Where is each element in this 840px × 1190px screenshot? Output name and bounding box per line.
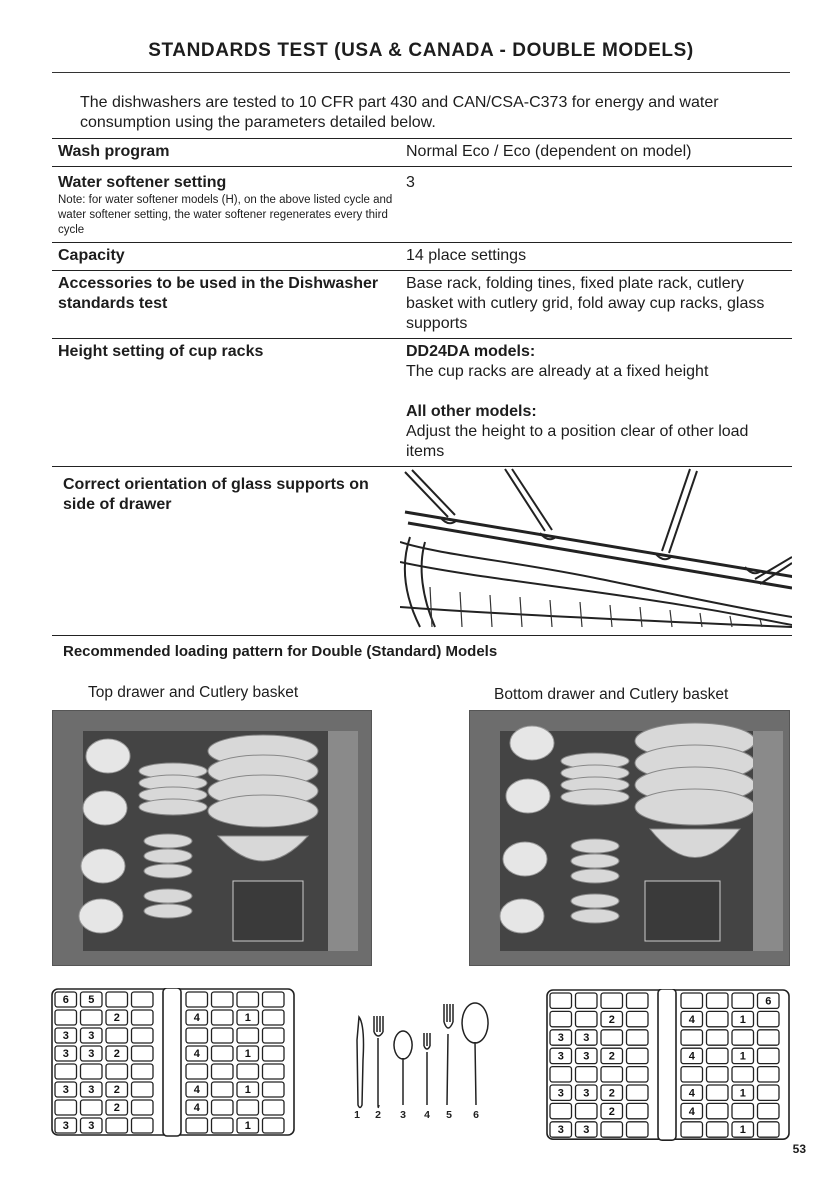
grid-cell-left <box>601 1122 623 1137</box>
height-label: Height setting of cup racks <box>52 339 400 467</box>
grid-cell-number: 2 <box>608 1105 615 1118</box>
softener-note: Note: for water softener models (H), on the above listed cycle and water softener setting, the water softener regenerates every third cycle <box>58 194 393 236</box>
accessories-value: Base rack, folding tines, fixed plate rack, cutlery basket with cutlery grid, fold away cup racks, glass supports <box>400 271 792 339</box>
row-height <box>52 339 792 467</box>
grid-cell-right <box>758 1085 780 1100</box>
grid-cell-left <box>601 1067 623 1082</box>
grid-cell-number: 4 <box>688 1013 695 1026</box>
wash-program-value: Normal Eco / Eco (dependent on model) <box>400 139 792 167</box>
top-drawer-caption: Top drawer and Cutlery basket <box>88 684 299 701</box>
grid-cell-left <box>627 993 649 1008</box>
grid-cell-right <box>732 993 754 1008</box>
grid-cell-number: 3 <box>62 1120 69 1132</box>
grid-cell-right <box>186 1118 208 1133</box>
grid-cell-right <box>732 1067 754 1082</box>
grid-cell-right <box>237 1100 259 1115</box>
knife-icon <box>357 1017 364 1108</box>
grid-cell-number: 3 <box>88 1084 95 1096</box>
top-cutlery-grid <box>51 988 295 1138</box>
grid-cell-number: 2 <box>113 1048 120 1060</box>
grid-cell-left <box>132 1028 154 1043</box>
grid-cell-right <box>237 1064 259 1079</box>
bottom-drawer-photo <box>469 710 790 966</box>
grid-cell-right <box>263 1082 285 1097</box>
grid-cell-number: 3 <box>557 1032 564 1045</box>
capacity-value: 14 place settings <box>400 243 792 271</box>
softener-label: Water softener setting <box>58 174 227 191</box>
grid-cell-left <box>132 992 154 1007</box>
grid-cell-number: 3 <box>557 1087 564 1100</box>
grid-cell-left <box>550 1103 572 1118</box>
grid-cell-left <box>550 993 572 1008</box>
grid-cell-right <box>263 992 285 1007</box>
grid-cell-left <box>601 993 623 1008</box>
grid-cell-number: 1 <box>244 1084 251 1096</box>
grid-cell-number: 2 <box>113 1084 120 1096</box>
grid-cell-right <box>263 1064 285 1079</box>
grid-cell-number: 2 <box>608 1087 615 1100</box>
page-title: STANDARDS TEST (USA & CANADA - DOUBLE MODELS) <box>148 40 694 61</box>
serving-fork-icon <box>444 1004 453 1105</box>
grid-cell-left <box>601 1030 623 1045</box>
grid-cell-number: 3 <box>62 1030 69 1042</box>
grid-cell-number: 4 <box>688 1087 695 1100</box>
grid-cell-number: 6 <box>765 995 772 1008</box>
grid-cell-right <box>758 1122 780 1137</box>
grid-cell-right <box>263 1118 285 1133</box>
grid-cell-number: 2 <box>113 1012 120 1024</box>
grid-cell-left <box>132 1100 154 1115</box>
grid-cell-left <box>81 1064 103 1079</box>
grid-cell-number: 3 <box>583 1032 590 1045</box>
grid-cell-right <box>263 1028 285 1043</box>
grid-cell-right <box>707 993 729 1008</box>
grid-cell-left <box>627 1103 649 1118</box>
grid-cell-right <box>212 1100 234 1115</box>
grid-cell-right <box>707 1067 729 1082</box>
grid-cell-number: 2 <box>608 1050 615 1063</box>
glass-supports-label: Correct orientation of glass supports on side of drawer <box>52 467 400 636</box>
grid-cell-number: 4 <box>688 1105 695 1118</box>
grid-cell-right <box>758 1030 780 1045</box>
grid-cell-right <box>212 1046 234 1061</box>
cutlery-label-4: 4 <box>424 1109 430 1121</box>
grid-cell-number: 3 <box>557 1050 564 1063</box>
grid-cell-number: 6 <box>62 994 69 1006</box>
grid-cell-number: 3 <box>557 1124 564 1137</box>
grid-cell-left <box>55 1010 77 1025</box>
dd-models-heading: DD24DA models: <box>406 343 536 360</box>
soup-spoon-icon <box>462 1003 488 1105</box>
grid-cell-left <box>550 1011 572 1026</box>
dessert-fork-icon <box>424 1033 430 1105</box>
grid-cell-number: 3 <box>62 1048 69 1060</box>
page-number: 53 <box>792 1142 806 1156</box>
grid-cell-left <box>627 1067 649 1082</box>
grid-cell-right <box>732 1103 754 1118</box>
grid-cell-right <box>681 993 703 1008</box>
grid-handle <box>658 989 676 1140</box>
grid-cell-number: 2 <box>113 1102 120 1114</box>
glass-support-illustration <box>400 467 792 629</box>
grid-cell-left <box>576 993 598 1008</box>
grid-cell-left <box>106 1028 128 1043</box>
cutlery-label-5: 5 <box>446 1109 452 1121</box>
grid-cell-right <box>263 1100 285 1115</box>
grid-cell-right <box>758 1067 780 1082</box>
grid-cell-right <box>681 1030 703 1045</box>
loading-pattern-heading: Recommended loading pattern for Double (Standard) Models <box>63 643 498 660</box>
standards-table <box>52 138 792 636</box>
grid-cell-right <box>237 992 259 1007</box>
row-softener <box>52 167 792 243</box>
grid-cell-right <box>758 1103 780 1118</box>
cutlery-legend <box>345 1000 495 1155</box>
grid-cell-left <box>55 1100 77 1115</box>
grid-cell-left <box>627 1122 649 1137</box>
grid-cell-right <box>212 1082 234 1097</box>
grid-cell-number: 3 <box>583 1124 590 1137</box>
grid-cell-right <box>707 1011 729 1026</box>
grid-cell-number: 5 <box>88 994 95 1006</box>
grid-cell-left <box>106 1064 128 1079</box>
grid-cell-right <box>707 1103 729 1118</box>
grid-cell-right <box>707 1030 729 1045</box>
cutlery-label-1: 1 <box>354 1109 360 1121</box>
grid-cell-left <box>132 1118 154 1133</box>
title-divider <box>52 72 790 73</box>
grid-cell-number: 4 <box>688 1050 695 1063</box>
grid-cell-left <box>132 1082 154 1097</box>
top-drawer-photo <box>52 710 372 966</box>
capacity-label: Capacity <box>52 243 400 271</box>
softener-value: 3 <box>400 167 792 243</box>
grid-cell-left <box>627 1085 649 1100</box>
grid-cell-right <box>186 992 208 1007</box>
grid-cell-number: 1 <box>244 1012 251 1024</box>
grid-cell-left <box>576 1011 598 1026</box>
grid-cell-number: 4 <box>193 1084 200 1096</box>
grid-cell-left <box>576 1067 598 1082</box>
grid-cell-right <box>681 1067 703 1082</box>
row-glass-supports <box>52 467 792 636</box>
grid-cell-number: 4 <box>193 1048 200 1060</box>
grid-cell-number: 1 <box>739 1050 746 1063</box>
grid-cell-right <box>758 1048 780 1063</box>
grid-cell-right <box>681 1122 703 1137</box>
bottom-drawer-caption: Bottom drawer and Cutlery basket <box>494 686 729 703</box>
grid-cell-right <box>212 1010 234 1025</box>
dinner-fork-icon <box>374 1016 383 1108</box>
grid-cell-right <box>212 1028 234 1043</box>
grid-cell-right <box>707 1122 729 1137</box>
grid-cell-left <box>576 1103 598 1118</box>
grid-cell-left <box>55 1064 77 1079</box>
grid-cell-number: 3 <box>88 1120 95 1132</box>
grid-cell-number: 1 <box>244 1048 251 1060</box>
teaspoon-icon <box>394 1031 412 1105</box>
grid-cell-left <box>81 1010 103 1025</box>
cutlery-label-2: 2 <box>375 1109 381 1121</box>
cutlery-label-6: 6 <box>473 1109 479 1121</box>
grid-cell-number: 1 <box>739 1087 746 1100</box>
grid-cell-right <box>237 1028 259 1043</box>
grid-cell-number: 3 <box>62 1084 69 1096</box>
grid-cell-right <box>707 1048 729 1063</box>
grid-cell-left <box>132 1046 154 1061</box>
grid-cell-number: 3 <box>88 1030 95 1042</box>
grid-cell-left <box>106 1118 128 1133</box>
grid-cell-left <box>132 1064 154 1079</box>
grid-cell-right <box>732 1030 754 1045</box>
grid-cell-left <box>106 992 128 1007</box>
dd-models-text: The cup racks are already at a fixed height <box>406 363 709 380</box>
other-models-heading: All other models: <box>406 403 537 420</box>
grid-cell-right <box>212 1118 234 1133</box>
grid-cell-left <box>81 1100 103 1115</box>
grid-cell-right <box>263 1046 285 1061</box>
grid-cell-number: 3 <box>583 1087 590 1100</box>
grid-cell-left <box>550 1067 572 1082</box>
grid-cell-right <box>707 1085 729 1100</box>
grid-cell-number: 3 <box>88 1048 95 1060</box>
bottom-cutlery-grid <box>546 989 790 1141</box>
grid-cell-left <box>627 1011 649 1026</box>
grid-cell-number: 3 <box>583 1050 590 1063</box>
grid-cell-left <box>627 1048 649 1063</box>
grid-cell-right <box>186 1064 208 1079</box>
grid-cell-right <box>212 992 234 1007</box>
grid-cell-number: 1 <box>739 1124 746 1137</box>
accessories-label: Accessories to be used in the Dishwasher standards test <box>52 271 400 339</box>
grid-cell-left <box>132 1010 154 1025</box>
grid-cell-number: 1 <box>739 1013 746 1026</box>
grid-cell-right <box>263 1010 285 1025</box>
grid-handle <box>163 988 181 1136</box>
row-accessories <box>52 271 792 339</box>
grid-cell-number: 4 <box>193 1102 200 1114</box>
intro-paragraph: The dishwashers are tested to 10 CFR part 430 and CAN/CSA-C373 for energy and water consumption using the parameters detailed below. <box>80 94 719 131</box>
row-wash-program <box>52 139 792 167</box>
grid-cell-right <box>212 1064 234 1079</box>
grid-cell-left <box>627 1030 649 1045</box>
grid-cell-right <box>186 1028 208 1043</box>
grid-cell-number: 1 <box>244 1120 251 1132</box>
cutlery-label-3: 3 <box>400 1109 406 1121</box>
other-models-text: Adjust the height to a position clear of other load items <box>406 423 749 460</box>
grid-cell-number: 4 <box>193 1012 200 1024</box>
grid-cell-right <box>758 1011 780 1026</box>
grid-cell-number: 2 <box>608 1013 615 1026</box>
row-capacity <box>52 243 792 271</box>
wash-program-label: Wash program <box>52 139 400 167</box>
